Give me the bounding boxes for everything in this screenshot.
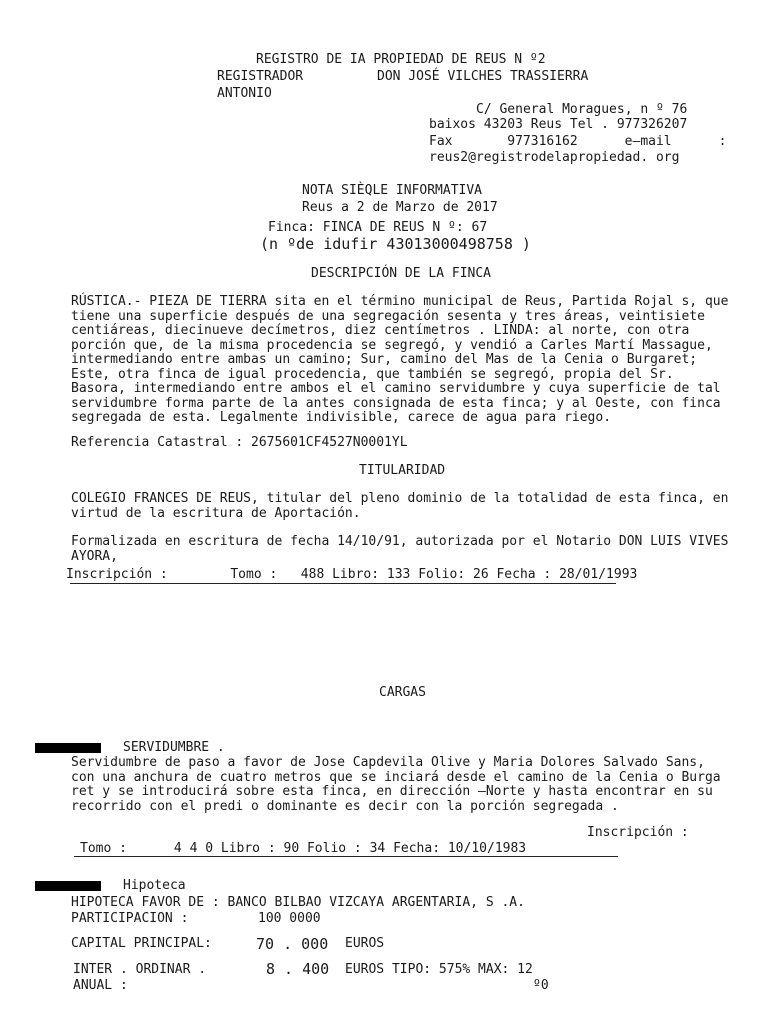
interes-value: 8 . 400 (266, 960, 330, 978)
cargas-heading: CARGAS (379, 685, 426, 700)
servidumbre-line: recorrido con el predi o dominante es decir con la porción segregada . (71, 798, 619, 814)
titularidad-body (71, 492, 733, 521)
formalizada-body (71, 535, 733, 564)
finca-line: Finca: FINCA DE REUS N º: 67 (268, 220, 488, 235)
description-line: RÚSTICA.- PIEZA DE TIERRA sita en el término municipal de Reus, Partida Rojal s, que (71, 294, 729, 309)
registrar-name: DON JOSÉ VILCHES TRASSIERRA (377, 69, 589, 84)
hipoteca-favor: HIPOTECA FAVOR DE : BANCO BILBAO VIZCAYA ARGENTARIA, S .A. (71, 895, 525, 910)
address-line-2: baixos 43203 Reus Tel . 977326207 (429, 117, 688, 132)
participacion-value: 100 0000 (258, 911, 321, 926)
description-line: servidumbre forma parte de la antes consignada de esta finca; y al Oeste, con finca (71, 395, 721, 411)
interes-tail: EUROS TIPO: 575% MAX: 12 (345, 962, 533, 977)
note-title: NOTA SIÈQLE INFORMATIVA (302, 183, 483, 198)
titularidad-line: COLEGIO FRANCES DE REUS, titular del pleno dominio de la totalidad de esta finca, en (71, 491, 729, 506)
description-body (71, 295, 733, 426)
catastral-reference: Referencia Catastral : 2675601CF4527N0001YL (71, 435, 408, 450)
description-line: Este, otra finca de igual procedencia, que también se segregó, propia del Sr. (71, 366, 674, 382)
interes-tail-2: º0 (533, 978, 549, 993)
registrar-name-2: ANTONIO (217, 86, 272, 101)
inscripcion-line: Inscripción : Tomo : 488 Libro: 133 Folio: 26 Fecha : 28/01/1993 (66, 567, 638, 582)
description-line: segregada de esta. Legalmente indivisible, carece de agua para riego. (71, 410, 612, 425)
description-line: Basora, intermediando entre ambos el el camino servidumbre y cuya superficie de tal (71, 381, 721, 396)
formalizada-line: AYORA, (71, 548, 118, 564)
titularidad-heading: TITULARIDAD (359, 463, 446, 478)
registry-title: REGISTRO DE IA PROPIEDAD DE REUS N º2 (256, 52, 546, 67)
registrar-label: REGISTRADOR (217, 69, 304, 84)
description-line: intermediando entre ambas un camino; Sur, camino del Mas de la Cenia o Burgaret; (71, 352, 698, 367)
description-line: tiene una superficie después de una segregación sesenta y tres áreas, veintisiete (71, 308, 705, 324)
servidumbre-tomo-line: Tomo : 4 4 0 Libro : 90 Folio : 34 Fecha: 10/10/1983 (80, 841, 527, 856)
hipoteca-label: Hipoteca (123, 878, 186, 893)
inscripcion-underline (70, 583, 616, 584)
address-line-1: C/ General Moragues, n º 76 (476, 102, 688, 117)
email-line: reus2@registrodelapropiedad. org (429, 150, 680, 165)
interes-label-2: ANUAL : (73, 978, 128, 993)
servidumbre-line: con una anchura de cuatro metros que se inciará desde el camino de la Cenia o Burga (71, 769, 721, 785)
capital-label: CAPITAL PRINCIPAL: (71, 936, 212, 951)
servidumbre-inscripcion-label: Inscripción : (587, 825, 689, 840)
idufir-line: (n ºde idufir 43013000498758 ) (260, 235, 531, 253)
description-heading: DESCRIPCIÓN DE LA FINCA (311, 266, 492, 281)
servidumbre-body (71, 756, 733, 814)
participacion-label: PARTICIPACION : (71, 911, 189, 926)
description-line: centiáreas, diecinueve decímetros, diez centímetros . LINDA: al norte, con otra (71, 323, 690, 338)
capital-value: 70 . 000 (256, 935, 329, 953)
titularidad-line: virtud de la escritura de Aportación. (71, 505, 361, 521)
servidumbre-label: SERVIDUMBRE . (123, 740, 225, 755)
description-line: porción que, de la misma procedencia se segregó, y vendió a Carles Martí Massague, (71, 337, 713, 353)
capital-unit: EUROS (345, 936, 385, 951)
redaction-bar (35, 743, 101, 753)
servidumbre-line: ret y se introducirá sobre esta finca, en dirección —Norte y hasta encontrar en su (71, 784, 713, 799)
servidumbre-underline (74, 856, 618, 857)
servidumbre-line: Servidumbre de paso a favor de Jose Capdevila Olive y Maria Dolores Salvado Sans, (71, 755, 705, 770)
formalizada-line: Formalizada en escritura de fecha 14/10/91, autorizada por el Notario DON LUIS VIVES (71, 534, 729, 549)
redaction-bar (35, 881, 101, 891)
interes-label: INTER . ORDINAR . (73, 962, 207, 977)
note-date: Reus a 2 de Marzo de 2017 (302, 200, 498, 215)
address-line-3: Fax 977316162 e—mail : (429, 134, 727, 149)
